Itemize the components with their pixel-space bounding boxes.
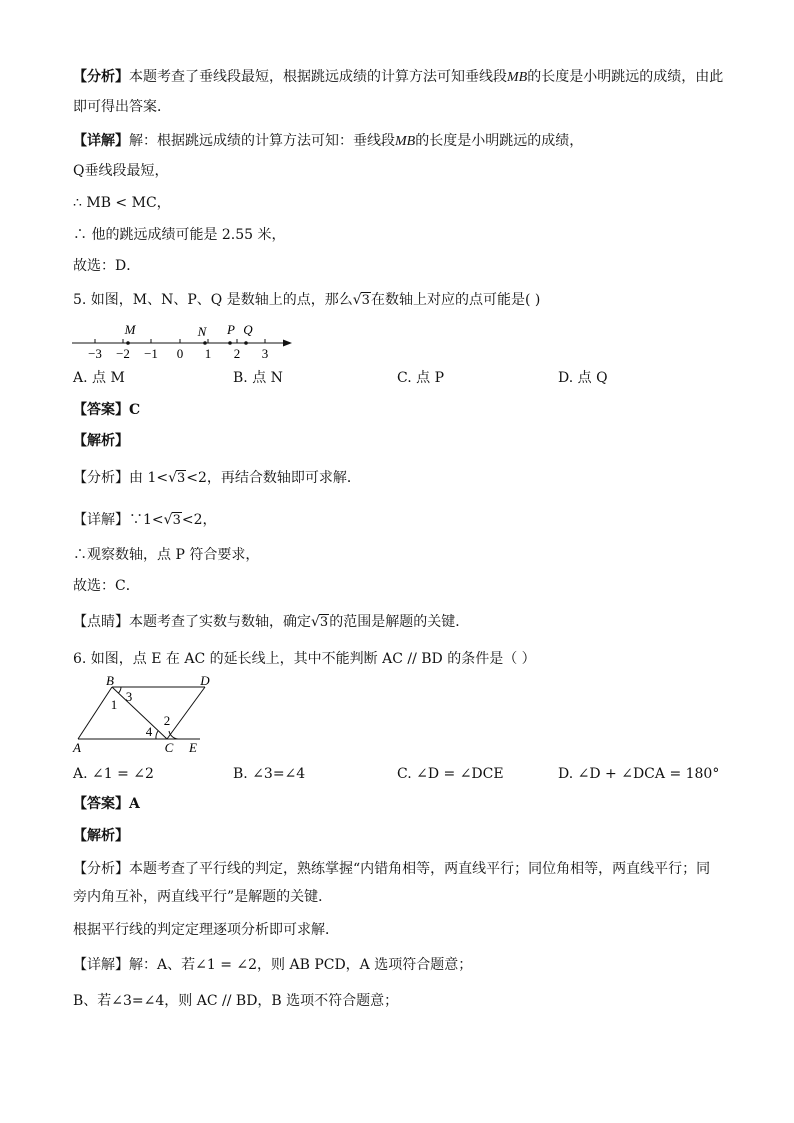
q6-parallelogram-figure — [70, 675, 215, 757]
q5-jiexi: 【解析】 — [73, 433, 129, 449]
point-q-dot — [244, 341, 248, 345]
angle-arc-3 — [119, 687, 122, 693]
q5-line4: 故选：C． — [73, 578, 140, 594]
angle-arc-2 — [169, 731, 178, 739]
point-m-dot — [126, 341, 130, 345]
point-label: P — [227, 322, 235, 337]
q4-line3: ∴ MB < MC， — [73, 195, 171, 211]
q5-xiangjie: 【详解】∵1<√3<2， — [73, 512, 217, 528]
angle-label: 1 — [110, 697, 118, 712]
line-ab — [78, 687, 112, 739]
q6-stem: 6. 如图，点 E 在 AC 的延长线上，其中不能判断 AC // BD 的条件是（ ） — [73, 651, 536, 667]
point-n-dot — [203, 341, 207, 345]
q6-line5: B、若∠3=∠4，则 AC // BD，B 选项不符合题意； — [73, 993, 399, 1009]
line-cd — [167, 687, 205, 739]
tick-label: −1 — [144, 346, 158, 361]
q6-line3: 根据平行线的判定定理逐项分析即可求解． — [73, 922, 339, 938]
q4-fenxi-line1: 【分析】本题考查了垂线段最短，根据跳远成绩的计算方法可知垂线段MB的长度是小明跳远的成绩，由此 — [73, 69, 724, 85]
q6-fenxi-line1: 【分析】本题考查了平行线的判定，熟练掌握“内错角相等，两直线平行；同位角相等，两直线平行；同 — [73, 861, 711, 877]
q6-option-c: C. ∠D = ∠DCE — [397, 766, 504, 782]
point-label: M — [124, 322, 136, 337]
point-label: Q — [243, 322, 253, 337]
axis-arrow-icon — [283, 340, 292, 347]
q4-line4: ∴ 他的跳远成绩可能是 2.55 米， — [73, 227, 286, 243]
line-bc — [112, 687, 167, 739]
q5-option-c: C. 点 P — [397, 370, 444, 386]
q5-number-line-figure — [70, 322, 300, 362]
tick-marks — [95, 339, 265, 343]
angle-label: 4 — [145, 724, 153, 739]
angle-label: 2 — [163, 713, 171, 728]
q6-xiangjie: 【详解】解：A、若∠1 = ∠2，则 AB PCD，A 选项符合题意； — [73, 957, 473, 973]
tick-label: −2 — [116, 346, 130, 361]
point-label: N — [197, 324, 207, 339]
q5-option-a: A. 点 M — [73, 370, 125, 386]
point-label: D — [200, 675, 210, 688]
q6-answer: 【答案】A — [73, 796, 140, 812]
tick-label: 1 — [204, 346, 212, 361]
point-label: A — [73, 740, 81, 755]
q4-line2: Q垂线段最短， — [73, 163, 169, 179]
angle-arc-4 — [156, 731, 158, 739]
q4-xiangjie-line1: 【详解】解：根据跳远成绩的计算方法可知：垂线段MB的长度是小明跳远的成绩， — [73, 133, 584, 149]
tick-label: 2 — [233, 346, 241, 361]
tick-label: 0 — [176, 346, 184, 361]
q6-option-a: A. ∠1 = ∠2 — [73, 766, 154, 782]
point-label: C — [164, 740, 174, 755]
q5-dianjing: 【点睛】本题考查了实数与数轴，确定√3的范围是解题的关键． — [73, 614, 470, 630]
q5-stem: 5. 如图，M、N、P、Q 是数轴上的点，那么√3在数轴上对应的点可能是( ) — [73, 292, 541, 308]
q6-fenxi-line2: 旁内角互补，两直线平行”是解题的关键． — [73, 889, 333, 905]
q4-line5: 故选：D． — [73, 258, 141, 274]
q5-option-b: B. 点 N — [233, 370, 283, 386]
q5-option-d: D. 点 Q — [558, 370, 608, 386]
q6-jiexi: 【解析】 — [73, 828, 129, 844]
angle-label: 3 — [125, 689, 133, 704]
q5-fenxi: 【分析】由 1<√3<2，再结合数轴即可求解． — [73, 470, 361, 486]
q6-option-d: D. ∠D + ∠DCA = 180° — [558, 766, 720, 782]
tick-label: 3 — [261, 346, 269, 361]
tick-label: −3 — [88, 346, 102, 361]
q6-option-b: B. ∠3=∠4 — [233, 766, 306, 782]
q5-answer: 【答案】C — [73, 402, 141, 418]
point-p-dot — [228, 341, 232, 345]
point-label: E — [189, 740, 197, 755]
point-label: B — [106, 675, 114, 688]
q5-line3: ∴观察数轴，点 P 符合要求， — [73, 547, 260, 563]
q4-fenxi-line2: 即可得出答案． — [73, 99, 171, 115]
